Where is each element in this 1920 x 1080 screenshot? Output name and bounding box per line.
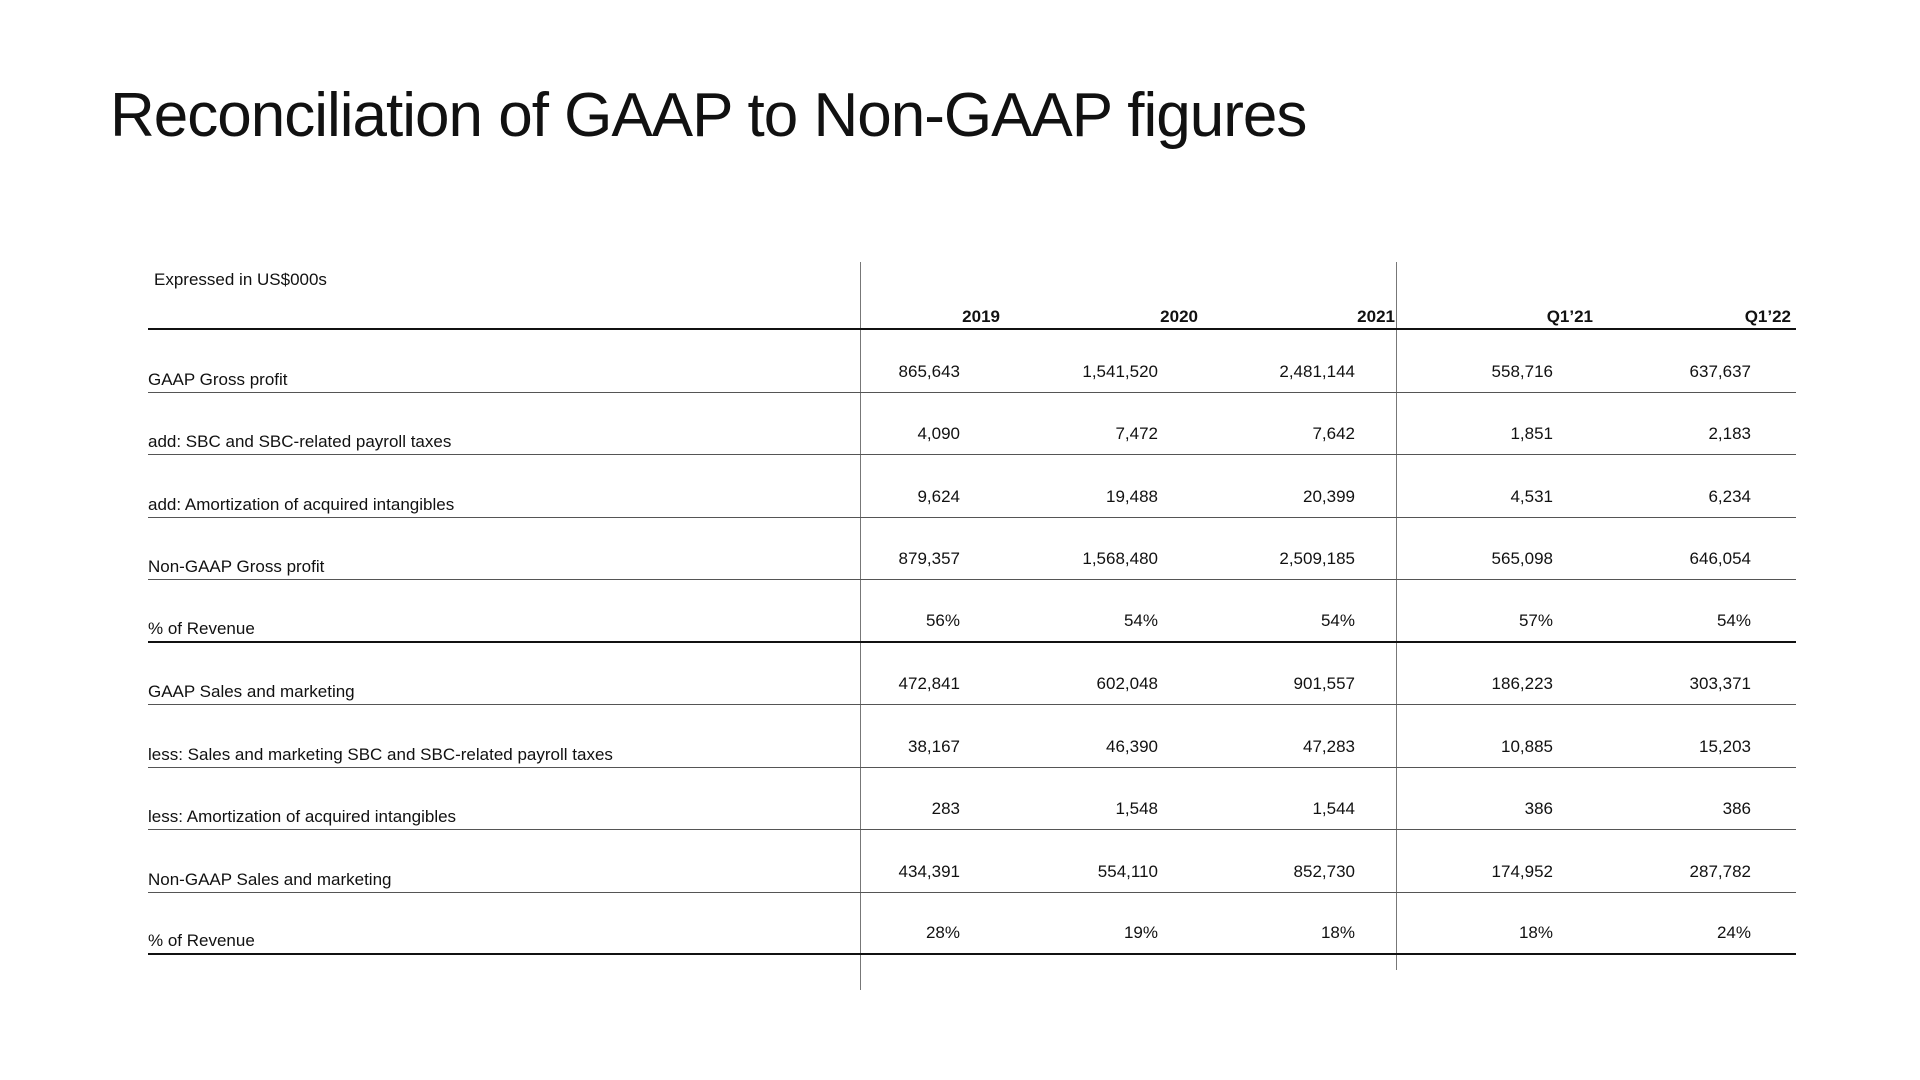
- table-cell: 38,167: [908, 736, 960, 756]
- table-cell: 15,203: [1699, 736, 1751, 756]
- table-cell: 303,371: [1689, 674, 1751, 693]
- table-cell: 54%: [1320, 610, 1355, 630]
- table-row: [148, 705, 1796, 768]
- table-cell: 565,098: [1491, 549, 1553, 568]
- table-cell: 54%: [1123, 610, 1158, 630]
- table-cell: 554,110: [1097, 861, 1158, 881]
- row-label: % of Revenue: [148, 931, 255, 950]
- table-cell: 9,624: [917, 486, 960, 506]
- table-cell: 287,782: [1689, 861, 1751, 881]
- table-cell: 7,472: [1115, 424, 1158, 443]
- table-cell: 2,481,144: [1279, 361, 1355, 381]
- row-label: less: Sales and marketing SBC and SBC-related payroll taxes: [148, 744, 613, 764]
- table-cell: 852,730: [1293, 861, 1355, 881]
- table-cell: 47,283: [1303, 736, 1355, 756]
- table-cell: 865,643: [898, 361, 960, 381]
- table-cell: 54%: [1716, 610, 1751, 630]
- table-row: [148, 893, 1796, 956]
- table-cell: 1,568,480: [1082, 549, 1158, 568]
- table-cell: 28%: [925, 923, 960, 942]
- column-header: Q1’22: [1744, 307, 1791, 326]
- row-label: Non-GAAP Gross profit: [148, 557, 325, 576]
- table-cell: 19,488: [1106, 486, 1158, 506]
- table-cell: 174,952: [1491, 861, 1553, 881]
- table-cell: 1,851: [1510, 424, 1553, 443]
- table-cell: 10,885: [1501, 736, 1553, 756]
- row-label: GAAP Sales and marketing: [148, 682, 355, 701]
- table-row: [148, 518, 1796, 581]
- table-cell: 1,548: [1115, 799, 1158, 818]
- table-cell: 57%: [1518, 610, 1553, 630]
- table-cell: 637,637: [1689, 361, 1751, 381]
- row-label: add: Amortization of acquired intangibles: [148, 494, 455, 514]
- table-cell: 646,054: [1689, 549, 1751, 568]
- table-row: [148, 393, 1796, 456]
- column-header: 2021: [1357, 307, 1395, 326]
- table-row: [148, 455, 1796, 518]
- table-row: [148, 830, 1796, 893]
- table-cell: 19%: [1123, 923, 1158, 942]
- table-cell: 20,399: [1303, 486, 1355, 506]
- table-cell: 901,557: [1293, 674, 1355, 693]
- table-cell: 4,531: [1510, 486, 1553, 506]
- column-header: Q1’21: [1546, 307, 1593, 326]
- table-cell: 434,391: [898, 861, 960, 881]
- table-cell: 472,841: [898, 674, 960, 693]
- table-cell: 2,509,185: [1279, 549, 1355, 568]
- table-cell: 7,642: [1312, 424, 1355, 443]
- column-header: 2019: [962, 307, 1000, 326]
- unit-label: Expressed in US$000s: [154, 270, 327, 289]
- table-cell: 386: [1722, 799, 1751, 818]
- table-cell: 18%: [1320, 923, 1355, 942]
- table-cell: 2,183: [1708, 424, 1751, 443]
- table-cell: 1,544: [1312, 799, 1355, 818]
- table-cell: 4,090: [917, 424, 960, 443]
- header-row: [148, 300, 1796, 330]
- table-cell: 56%: [925, 610, 960, 630]
- table-row: [148, 643, 1796, 706]
- table-cell: 558,716: [1491, 361, 1553, 381]
- row-label: % of Revenue: [148, 618, 255, 638]
- row-label: GAAP Gross profit: [148, 369, 288, 389]
- row-label: Non-GAAP Sales and marketing: [148, 869, 392, 889]
- row-label: add: SBC and SBC-related payroll taxes: [148, 432, 452, 451]
- table-cell: 46,390: [1106, 736, 1158, 756]
- row-label: less: Amortization of acquired intangibles: [148, 807, 457, 826]
- table-cell: 602,048: [1096, 674, 1158, 693]
- table-cell: 18%: [1518, 923, 1553, 942]
- table-row: [148, 330, 1796, 393]
- column-header: 2020: [1160, 307, 1198, 326]
- table-cell: 6,234: [1708, 486, 1751, 506]
- table-cell: 186,223: [1491, 674, 1553, 693]
- table-row: [148, 580, 1796, 643]
- table-cell: 1,541,520: [1082, 361, 1158, 381]
- table-cell: 879,357: [898, 549, 960, 568]
- table-body: [148, 330, 1796, 955]
- table-cell: 283: [931, 799, 960, 818]
- table-cell: 386: [1524, 799, 1553, 818]
- table-cell: 24%: [1716, 923, 1751, 942]
- table-row: [148, 768, 1796, 831]
- page-title: Reconciliation of GAAP to Non-GAAP figures: [110, 81, 1307, 150]
